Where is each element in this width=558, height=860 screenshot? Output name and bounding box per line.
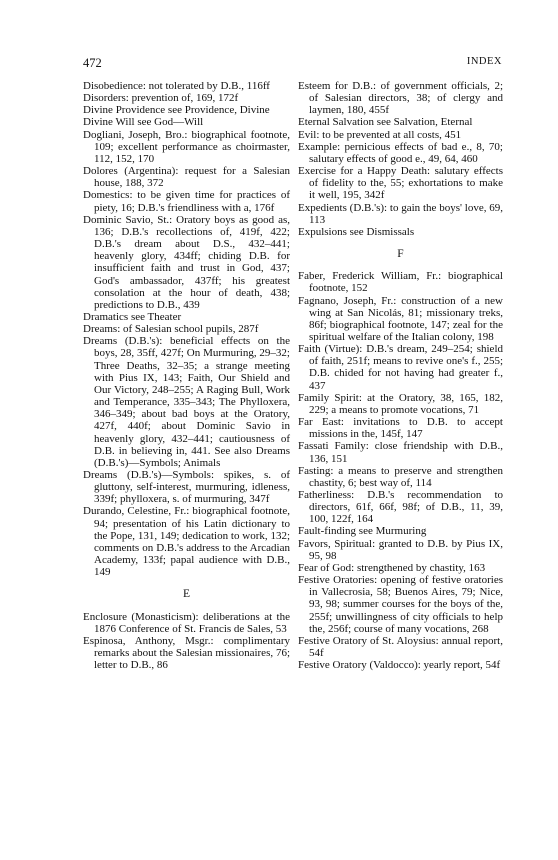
index-entry: Dreams: of Salesian school pupils, 287f xyxy=(83,323,259,336)
index-column-left xyxy=(83,80,290,671)
index-entry: Example: pernicious effects of bad e., 8, 70; salutary effects of good e., 49, 64, 460 xyxy=(298,140,503,165)
index-entry: Festive Oratory (Valdocco): yearly report, 54f xyxy=(298,659,501,672)
section-letter-f: F xyxy=(397,248,404,261)
index-entry: Durando, Celestine, Fr.: biographical footnote, 94; presentation of his Latin dictionary to the Pope, 131, 149; dedication to work, 132; comments on D.B.'s address to the Arcadian Academy, 133f; papal audience with D.B., 149 xyxy=(83,505,290,579)
index-entry: Family Spirit: at the Oratory, 38, 165, 182, 229; a means to promote vocations, 71 xyxy=(298,391,503,416)
index-entry: Dreams (D.B.'s)—Symbols: spikes, s. of gluttony, self-interest, murmuring, idleness, 339f; phylloxera, s. of murmuring, 347f xyxy=(83,469,290,506)
index-column-right xyxy=(298,80,503,671)
page-header xyxy=(83,56,502,72)
index-entry: Espinosa, Anthony, Msgr.: complimentary remarks about the Salesian missionaires, 76; letter to D.B., 86 xyxy=(83,634,290,672)
index-entry: Fear of God: strengthened by chastity, 163 xyxy=(298,561,486,574)
index-entry: Festive Oratories: opening of festive oratories in Vallecrosia, 58; Buenos Aires, 79; Nice, 93, 98; summer courses for the boys of the, 255f; unwillingness of city officials to help the, 256f; course of many vocations, 268 xyxy=(298,574,503,635)
index-entry: Enclosure (Monasticism): deliberations at the 1876 Conference of St. Francis de Sales, 53 xyxy=(83,610,290,635)
index-entry: Far East: invitations to D.B. to accept missions in the, 145f, 147 xyxy=(298,416,503,441)
index-entry: Dominic Savio, St.: Oratory boys as good as, 136; D.B.'s recollections of, 419f, 422; D.B.'s dream about D.S., 432–441; heavenly glory, 434ff; chiding D.B. for insufficient faith and trust in God, 437; God's ambassador, 437ff; his greatest consolation at the hour of death, 438; predictions to D.B., 439 xyxy=(83,213,290,311)
page-number: 472 xyxy=(83,56,102,70)
running-title: INDEX xyxy=(466,56,502,67)
index-entry: Domestics: to be given time for practices of piety, 16; D.B.'s friendliness with a, 176f xyxy=(83,189,290,214)
index-entry: Fault-finding see Murmuring xyxy=(298,525,427,538)
index-entry: Dreams (D.B.'s): beneficial effects on the boys, 28, 35ff, 427f; On Murmuring, 29–32; Three Deaths, 32–35; a strange meeting with Pius IX, 143; Faith, Our Shield and Our Victory, 248–255; A Raging Bull, Work and Temperance, 335–343; The Phylloxera, 346–349; about bad boys at the Oratory, 427f, 440f; about Dominic Savio in heavenly glory, 432–441; cautiousness of D.B. in believing in, 441. See also Dreams (D.B.'s)—Symbols; Animals xyxy=(83,335,290,469)
section-letter-e: E xyxy=(182,588,191,601)
index-entry: Fagnano, Joseph, Fr.: construction of a new wing at San Nicolás, 81; missionary treks, 86f; biographical footnote, 147; zeal for the spiritual welfare of the Italian colony, 198 xyxy=(298,294,503,343)
index-entry: Fatherliness: D.B.'s recommendation to directors, 61f, 66f, 98f; of D.B., 11, 39, 100, 122f, 164 xyxy=(298,489,503,526)
index-entry: Fasting: a means to preserve and strengthen chastity, 6; best way of, 114 xyxy=(298,464,503,489)
index-entry: Evil: to be prevented at all costs, 451 xyxy=(298,128,462,141)
index-entry: Faber, Frederick William, Fr.: biographical footnote, 152 xyxy=(298,270,503,295)
index-entry: Favors, Spiritual: granted to D.B. by Pius IX, 95, 98 xyxy=(298,537,503,562)
index-entry: Dogliani, Joseph, Bro.: biographical footnote, 109; excellent performance as choirmaster, 112, 152, 170 xyxy=(83,128,290,165)
index-entry: Faith (Virtue): D.B.'s dream, 249–254; shield of faith, 251f; means to revive one's f., 255; D.B. chided for not having had greater f., 437 xyxy=(298,343,503,392)
index-entry: Fassati Family: close friendship with D.B., 136, 151 xyxy=(298,440,503,465)
index-entry: Dolores (Argentina): request for a Salesian house, 188, 372 xyxy=(83,165,290,190)
index-entry: Divine Will see God—Will xyxy=(83,116,204,129)
index-entry: Divine Providence see Providence, Divine xyxy=(83,104,270,117)
index-entry: Expedients (D.B.'s): to gain the boys' love, 69, 113 xyxy=(298,201,503,226)
index-entry: Eternal Salvation see Salvation, Eternal xyxy=(298,116,473,129)
index-entry: Disobedience: not tolerated by D.B., 116ff xyxy=(83,80,270,92)
index-entry: Esteem for D.B.: of government officials, 2; of Salesian directors, 38; of clergy and laymen, 180, 455f xyxy=(298,80,503,117)
index-entry: Festive Oratory of St. Aloysius: annual report, 54f xyxy=(298,634,503,660)
index-entry: Exercise for a Happy Death: salutary effects of fidelity to the, 55; exhortations to make it well, 195, 342f xyxy=(298,165,503,202)
index-entry: Expulsions see Dismissals xyxy=(298,225,415,238)
index-entry: Disorders: prevention of, 169, 172f xyxy=(83,92,239,105)
index-entry: Dramatics see Theater xyxy=(83,310,182,323)
